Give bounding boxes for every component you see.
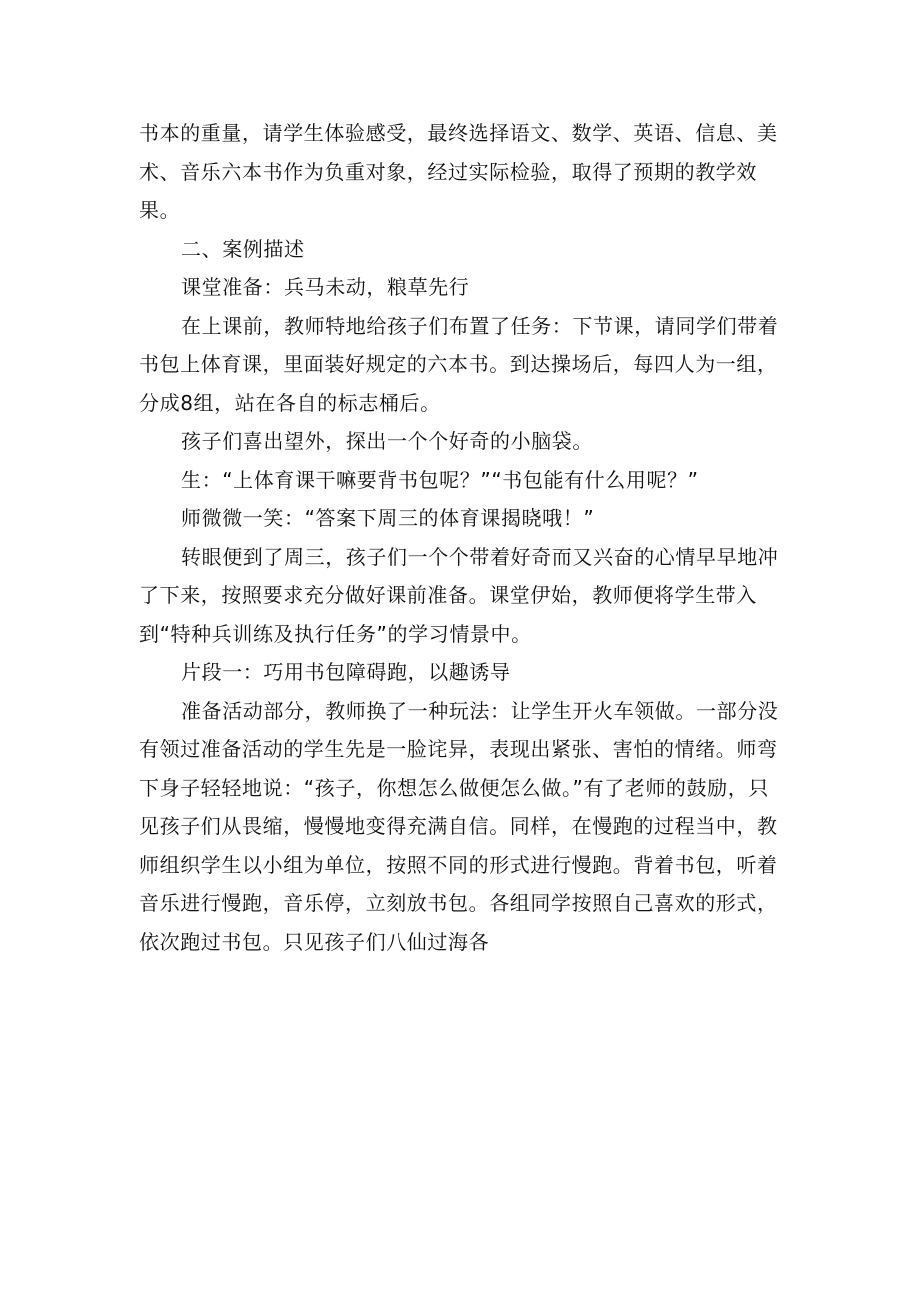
dialogue-student: 生：“上体育课干嘛要背书包呢？”“书包能有什么用呢？” [181, 467, 699, 492]
paragraph-continued: 书本的重量，请学生体验感受，最终选择语文、数学、英语、信息、美术、音乐六本书作为负重对象，经过实际检验，取得了预期的教学效果。 [139, 121, 778, 222]
subheading-fragment-one: 片段一：巧用书包障碍跑，以趣诱导 [181, 660, 511, 684]
section-heading: 二、案例描述 [181, 236, 305, 261]
paragraph: 孩子们喜出望外，探出一个个好奇的小脑袋。 [181, 429, 593, 453]
paragraph: 在上课前，教师特地给孩子们布置了任务：下节课，请同学们带着书包上体育课，里面装好规定的六本书。到达操场后，每四人为一组，分成8组，站在各自的标志桶后。 [139, 313, 779, 415]
document-body [139, 114, 781, 961]
subheading-class-preparation: 课堂准备：兵马未动，粮草先行 [181, 275, 470, 299]
paragraph: 准备活动部分，教师换了一种玩法：让学生开火车领做。一部分没有领过准备活动的学生先是一脸诧异，表现出紧张、害怕的情绪。师弯下身子轻轻地说：“孩子，你想怎么做便怎么做。”有了老师的鼓励，只见孩子们从畏缩，慢慢地变得充满自信。同样，在慢跑的过程当中，教师组织学生以小组为单位，按照不同的形式进行慢跑。背着书包，听着音乐进行慢跑，音乐停，立刻放书包。各组同学按照自己喜欢的形式，依次跑过书包。只见孩子们八仙过海各 [139, 698, 779, 954]
paragraph: 转眼便到了周三，孩子们一个个带着好奇而又兴奋的心情早早地冲了下来，按照要求充分做好课前准备。课堂伊始，教师便将学生带入到“特种兵训练及执行任务”的学习情景中。 [139, 544, 779, 646]
dialogue-teacher: 师微微一笑：“答案下周三的体育课揭晓哦！” [181, 506, 595, 530]
